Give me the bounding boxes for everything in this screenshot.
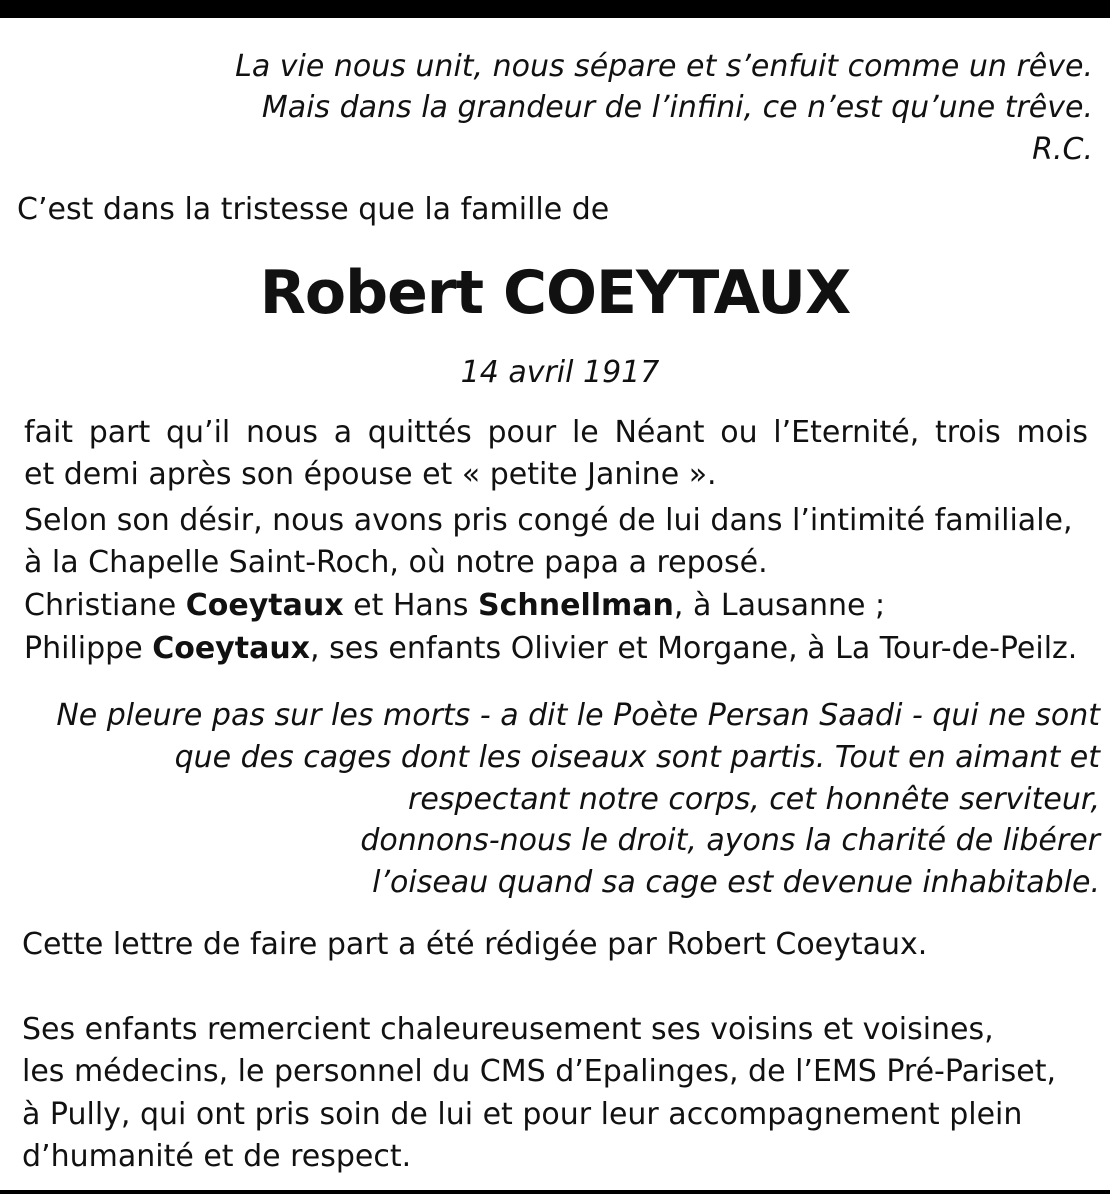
thanks-line-2: les médecins, le personnel du CMS d’Epalinges, de l’EMS Pré-Pariset, <box>22 1054 1057 1089</box>
family-row-2-surname: Coeytaux <box>152 631 311 666</box>
family-row-2 <box>24 630 1077 668</box>
family-row-1-surname: Coeytaux <box>185 588 344 623</box>
top-border-rule <box>0 0 1110 18</box>
family-row-2-rest: , ses enfants Olivier et Morgane, à La Tour-de-Peilz. <box>310 631 1078 666</box>
epigraph-line-2: Mais dans la grandeur de l’infini, ce n’est qu’une trêve. <box>261 90 1093 125</box>
announcement-line-2: et demi après son épouse et « petite Janine ». <box>24 457 717 492</box>
author-note: Cette lettre de faire part a été rédigée par Robert Coeytaux. <box>22 927 928 962</box>
epigraph-signature: R.C. <box>1032 132 1093 167</box>
quote-line-3: respectant notre corps, cet honnête serviteur, <box>408 782 1100 817</box>
quote-line-2: que des cages dont les oiseaux sont partis. Tout en aimant et <box>174 740 1100 775</box>
epigraph-line-1: La vie nous unit, nous sépare et s’enfuit comme un rêve. <box>235 49 1093 84</box>
family-row-1-rest: , à Lausanne ; <box>673 588 886 623</box>
announcement-line-1: fait part qu’il nous a quittés pour le Néant ou l’Eternité, trois mois <box>24 415 1088 450</box>
thanks-line-1: Ses enfants remercient chaleureusement ses voisins et voisines, <box>22 1012 994 1047</box>
deceased-name: Robert COEYTAUX <box>259 258 851 328</box>
family-row-2-first: Philippe <box>24 631 153 666</box>
family-row-1-middle: et Hans <box>343 588 478 623</box>
family-row-1 <box>24 587 885 625</box>
announcement-line-4: à la Chapelle Saint-Roch, où notre papa a reposé. <box>24 545 768 580</box>
family-row-1-first: Christiane <box>24 588 186 623</box>
announcement-line-3: Selon son désir, nous avons pris congé de lui dans l’intimité familiale, <box>24 503 1073 538</box>
thanks-line-3: à Pully, qui ont pris soin de lui et pour leur accompagnement plein <box>22 1097 1023 1132</box>
thanks-line-4: d’humanité et de respect. <box>22 1139 412 1174</box>
family-row-1-surname-2: Schnellman <box>478 588 674 623</box>
intro-text: C’est dans la tristesse que la famille de <box>17 192 610 227</box>
birth-date: 14 avril 1917 <box>460 355 660 390</box>
quote-line-1: Ne pleure pas sur les morts - a dit le Poète Persan Saadi - qui ne sont <box>56 698 1100 733</box>
quote-line-5: l’oiseau quand sa cage est devenue inhabitable. <box>372 865 1100 900</box>
quote-line-4: donnons-nous le droit, ayons la charité de libérer <box>360 823 1100 858</box>
bottom-border-rule <box>0 1190 1110 1194</box>
